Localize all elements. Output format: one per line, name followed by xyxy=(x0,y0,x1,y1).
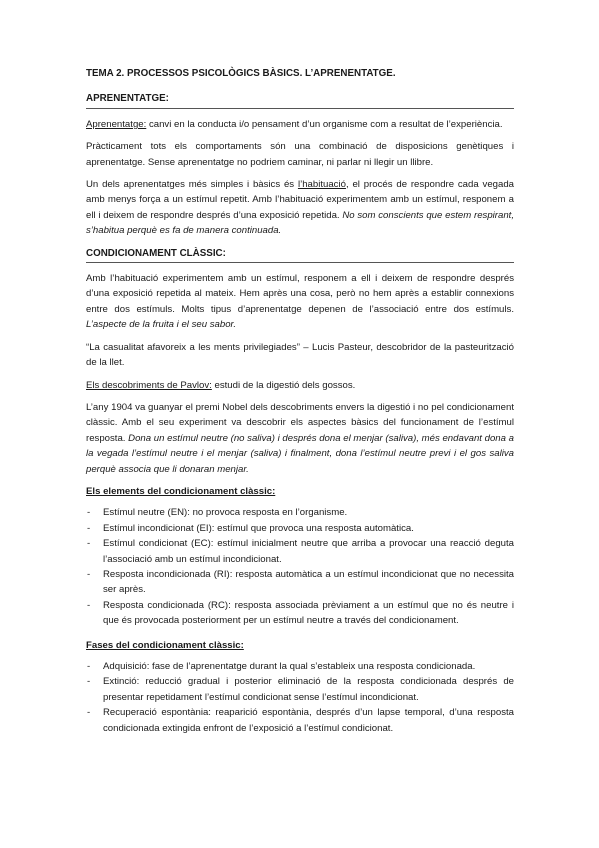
subheading-elements: Els elements del condicionament clàssic: xyxy=(86,485,276,497)
list-item: - Recuperació espontània: reaparició espontània, després d’un lapse temporal, d’una resposta condicionada extingida enfront de l’exposició a l’estímul condicionat. xyxy=(86,705,514,736)
paragraph-genetics: Pràcticament tots els comportaments són una combinació de disposicions genètiques i aprenentatge. Sense aprenentatge no podriem caminar, ni parlar ni llegir un llibre. xyxy=(86,141,514,168)
definition-text: canvi en la conducta i/o pensament d’un organisme com a resultat de l’experiència. xyxy=(146,118,503,130)
term-habituacio: l’habituació xyxy=(297,179,346,191)
document-title: TEMA 2. PROCESSOS PSICOLÒGICS BÀSICS. L’APRENENTATGE. xyxy=(86,68,396,79)
term-pavlov: Els descobriments de Pavlov: xyxy=(86,379,212,391)
list-item: - Resposta condicionada (RC): resposta associada prèviament a un estímul que no és neutre i que és provocada posteriorment per un estímul neutre a través del condicionament. xyxy=(86,598,514,629)
habituation-text: , el procés de respondre cada vegada amb menys força a un estímul repetit. Amb l’habituació experimentem amb un estímul, responem a ell i deixem de respondre després d’una exposició repetida. xyxy=(86,179,514,221)
list-item: - Adquisició: fase de l’aprenentatge durant la qual s’estableix una resposta condicionada. xyxy=(86,659,514,674)
paragraph-definition xyxy=(86,117,514,132)
list-item: - Estímul neutre (EN): no provoca resposta en l’organisme. xyxy=(86,505,514,520)
list-item: - Resposta incondicionada (RI): resposta automàtica a un estímul incondicionat que no necessita ser après. xyxy=(86,567,514,598)
elements-list xyxy=(86,505,514,628)
term-aprenentatge: Aprenentatge: xyxy=(86,118,147,130)
pavlov-text: estudi de la digestió dels gossos. xyxy=(211,379,356,391)
section-heading-aprenentatge: APRENENTATGE: xyxy=(86,91,514,108)
list-item: - Extinció: reducció gradual i posterior eliminació de la resposta condicionada després de presentar repetidament l’estímul condicionat sense l’estímul incondicionat. xyxy=(86,674,514,705)
section-heading-condicionament: CONDICIONAMENT CLÀSSIC: xyxy=(86,246,514,263)
list-item: - Estímul incondicionat (EI): estímul que provoca una resposta automàtica. xyxy=(86,521,514,536)
phases-list xyxy=(86,659,514,736)
habituation-intro: Un dels aprenentatges més simples i bàsics és xyxy=(86,179,298,191)
list-item: - Estímul condicionat (EC): estímul inicialment neutre que arriba a provocar una reacció deguta l’associació amb un estímul incondicionat. xyxy=(86,536,514,567)
association-text: Amb l’habituació experimentem amb un estímul, responem a ell i deixem de respondre després d’una exposició repetida al mateix. Hem après una cosa, però no hem après a establir connexions entre dos estímuls. Molts tipus d’aprenentatge depenen de l’associació entre dos estímuls. xyxy=(86,273,514,315)
association-example: L’aspecte de la fruita i el seu sabor. xyxy=(86,319,237,331)
nobel-text: L’any 1904 va guanyar el premi Nobel dels descobriments envers la digestió i no pel condicionament clàssic. Amb el seu experiment va descobrir els aspectes bàsics del funcionament de l’estímul resposta. xyxy=(86,401,514,444)
paragraph-quote: “La casualitat afavoreix a les ments privilegiades” – Lucis Pasteur, descobridor de la pasteurització de la llet. xyxy=(86,341,514,369)
paragraph-nobel xyxy=(86,400,514,477)
paragraph-habituation xyxy=(86,177,514,239)
nobel-example: Dona un estímul neutre (no saliva) i després dona el menjar (saliva), més endavant dona a la vegada l’estímul neutre i el menjar (saliva) i finalment, dona l’estímul neutre previ i el gos saliva perquè associa que li donaran menjar. xyxy=(86,432,514,475)
subheading-phases: Fases del condicionament clàssic: xyxy=(86,639,244,651)
document-content xyxy=(86,66,514,745)
paragraph-association xyxy=(86,271,514,333)
paragraph-pavlov xyxy=(86,378,514,393)
habituation-example: No som conscients que estem respirant, s’habitua perquè es fa de manera continuada. xyxy=(86,209,514,237)
